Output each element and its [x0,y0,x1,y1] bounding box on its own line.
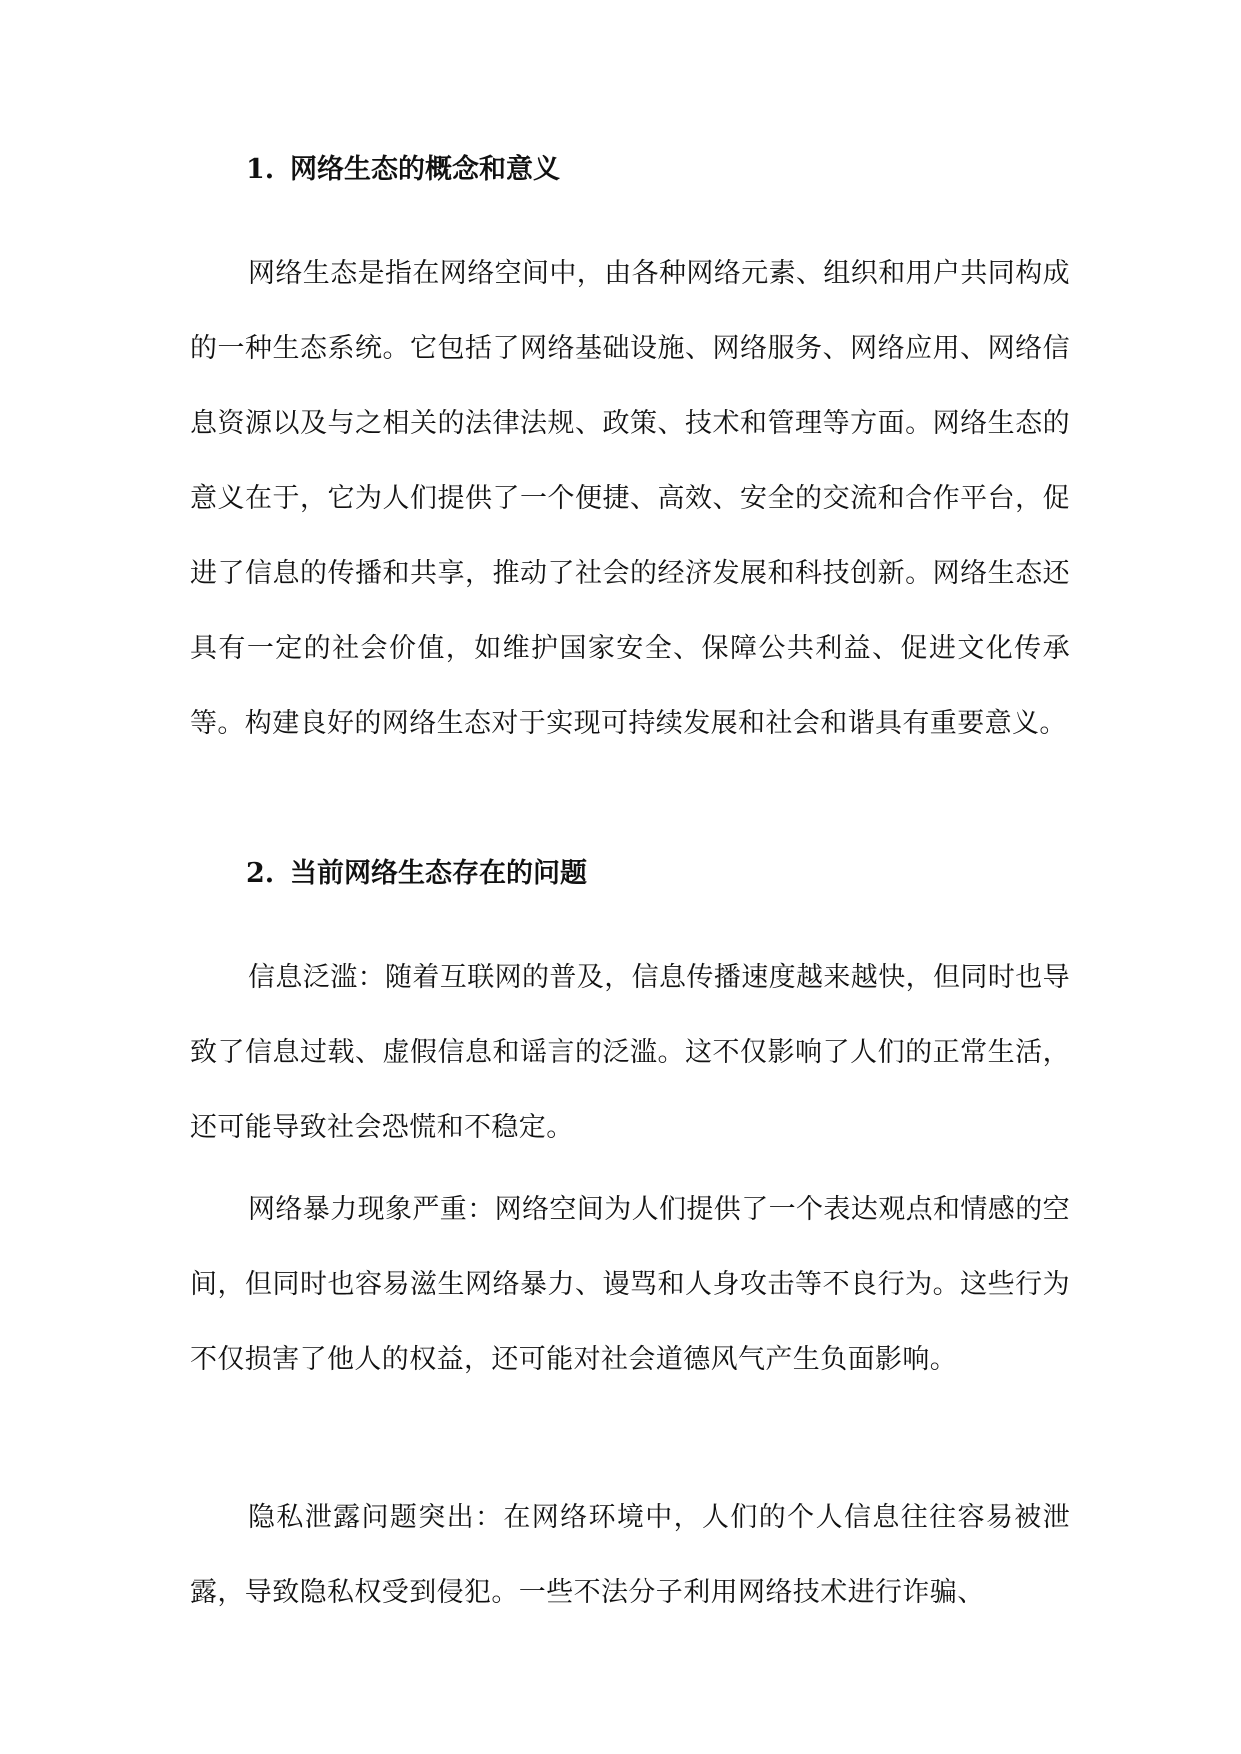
body-paragraph: 网络生态是指在网络空间中，由各种网络元素、组织和用户共同构成的一种生态系统。它包括了网络基础设施、网络服务、网络应用、网络信息资源以及与之相关的法律法规、政策、技术和管理等方面。网络生态的意义在于，它为人们提供了一个便捷、高效、安全的交流和合作平台，促进了信息的传播和共享，推动了社会的经济发展和科技创新。网络生态还具有一定的社会价值，如维护国家安全、保障公共利益、促进文化传承等。构建良好的网络生态对于实现可持续发展和社会和谐具有重要意义。 [190,258,1070,739]
body-paragraph: 网络暴力现象严重：网络空间为人们提供了一个表达观点和情感的空间，但同时也容易滋生网络暴力、谩骂和人身攻击等不良行为。这些行为不仅损害了他人的权益，还可能对社会道德风气产生负面影响。 [190,1194,1070,1375]
section-title: 网络生态的概念和意义 [290,154,560,185]
section-title: 当前网络生态存在的问题 [290,858,587,889]
section-number: 1. [246,154,275,185]
section-number: 2. [246,858,275,889]
section-heading [246,150,560,190]
section-heading [246,854,587,894]
body-paragraph: 信息泛滥：随着互联网的普及，信息传播速度越来越快，但同时也导致了信息过载、虚假信息和谣言的泛滥。这不仅影响了人们的正常生活，还可能导致社会恐慌和不稳定。 [190,962,1070,1143]
body-paragraph: 隐私泄露问题突出：在网络环境中，人们的个人信息往往容易被泄露，导致隐私权受到侵犯。一些不法分子利用网络技术进行诈骗、 [190,1502,1070,1608]
